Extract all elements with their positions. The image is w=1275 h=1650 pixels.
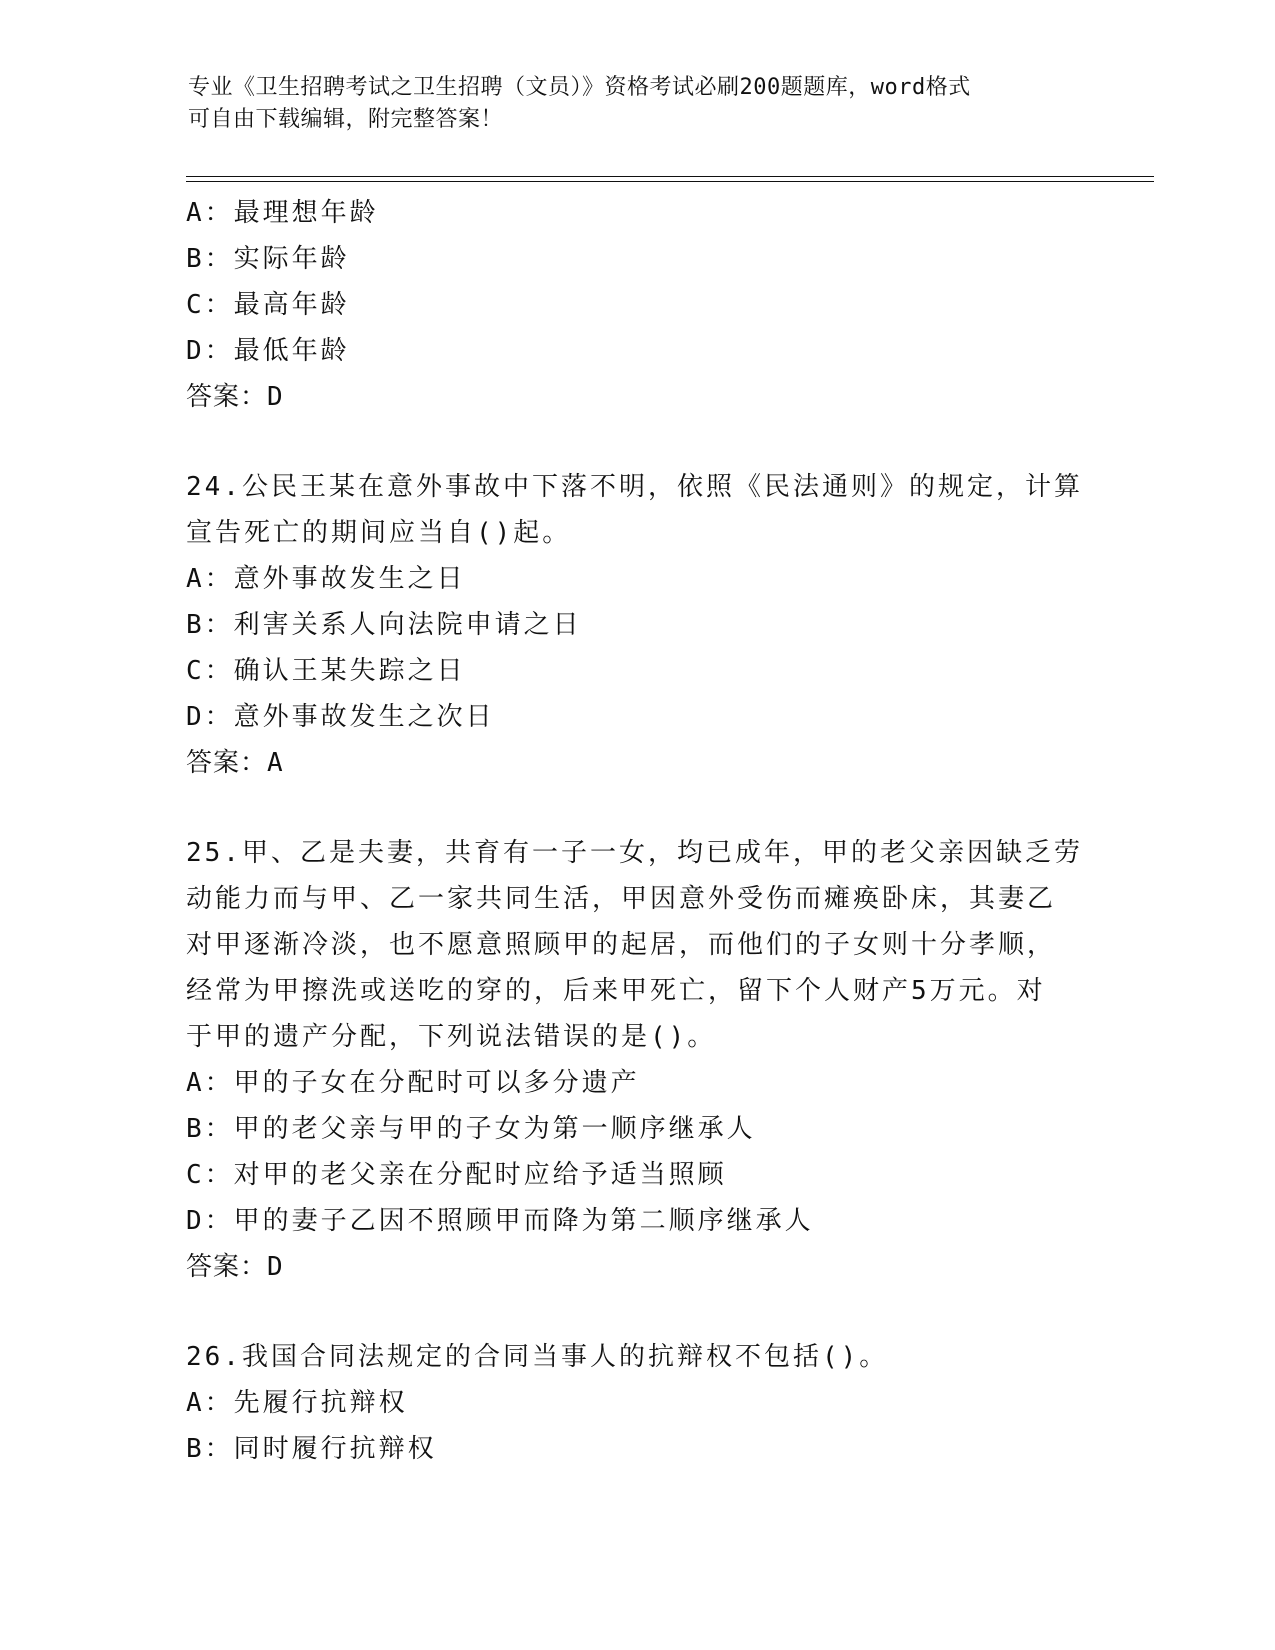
document-header [188,72,1068,136]
question-block-26 [186,1334,1086,1472]
question-stem-line: 25.甲、乙是夫妻，共育有一子一女，均已成年，甲的老父亲因缺乏劳 [186,838,1083,868]
question-list [186,190,1086,1472]
option-a: A：意外事故发生之日 [186,564,466,594]
question-stem-line: 对甲逐渐冷淡，也不愿意照顾甲的起居，而他们的子女则十分孝顺， [186,930,1057,960]
question-block-25 [186,830,1086,1290]
option-a: A：先履行抗辩权 [186,1388,408,1418]
option-d: D：意外事故发生之次日 [186,702,495,732]
question-stem-line: 动能力而与甲、乙一家共同生活，甲因意外受伤而瘫痪卧床，其妻乙 [186,884,1057,914]
option-b: B：同时履行抗辩权 [186,1434,437,1464]
question-block-previous [186,190,1086,420]
option-c: C：对甲的老父亲在分配时应给予适当照顾 [186,1160,727,1190]
header-line-2: 可自由下载编辑，附完整答案！ [188,107,504,132]
question-stem-line: 24.公民王某在意外事故中下落不明，依照《民法通则》的规定，计算 [186,472,1083,502]
spacer [186,420,1086,464]
option-d: D：甲的妻子乙因不照顾甲而降为第二顺序继承人 [186,1206,814,1236]
question-stem-line: 于甲的遗产分配，下列说法错误的是()。 [186,1022,717,1052]
spacer [186,786,1086,830]
option-b: B：利害关系人向法院申请之日 [186,610,582,640]
question-stem-line: 26.我国合同法规定的合同当事人的抗辩权不包括()。 [186,1342,889,1372]
option-b: B：甲的老父亲与甲的子女为第一顺序继承人 [186,1114,756,1144]
option-a: A：最理想年龄 [186,198,379,228]
header-rule-top [186,176,1154,177]
header-line-1: 专业《卫生招聘考试之卫生招聘（文员）》资格考试必刷200题题库，word格式 [188,75,971,100]
spacer [186,1290,1086,1334]
option-d: D：最低年龄 [186,336,350,366]
question-stem-line: 经常为甲擦洗或送吃的穿的，后来甲死亡，留下个人财产5万元。对 [186,976,1046,1006]
option-a: A：甲的子女在分配时可以多分遗产 [186,1068,640,1098]
answer-line: 答案：D [186,1252,284,1282]
question-block-24 [186,464,1086,786]
option-b: B：实际年龄 [186,244,350,274]
option-c: C：确认王某失踪之日 [186,656,466,686]
answer-line: 答案：D [186,382,284,412]
option-c: C：最高年龄 [186,290,350,320]
question-stem-line: 宣告死亡的期间应当自()起。 [186,518,572,548]
header-rule-bottom [186,181,1154,182]
answer-line: 答案：A [186,748,284,778]
